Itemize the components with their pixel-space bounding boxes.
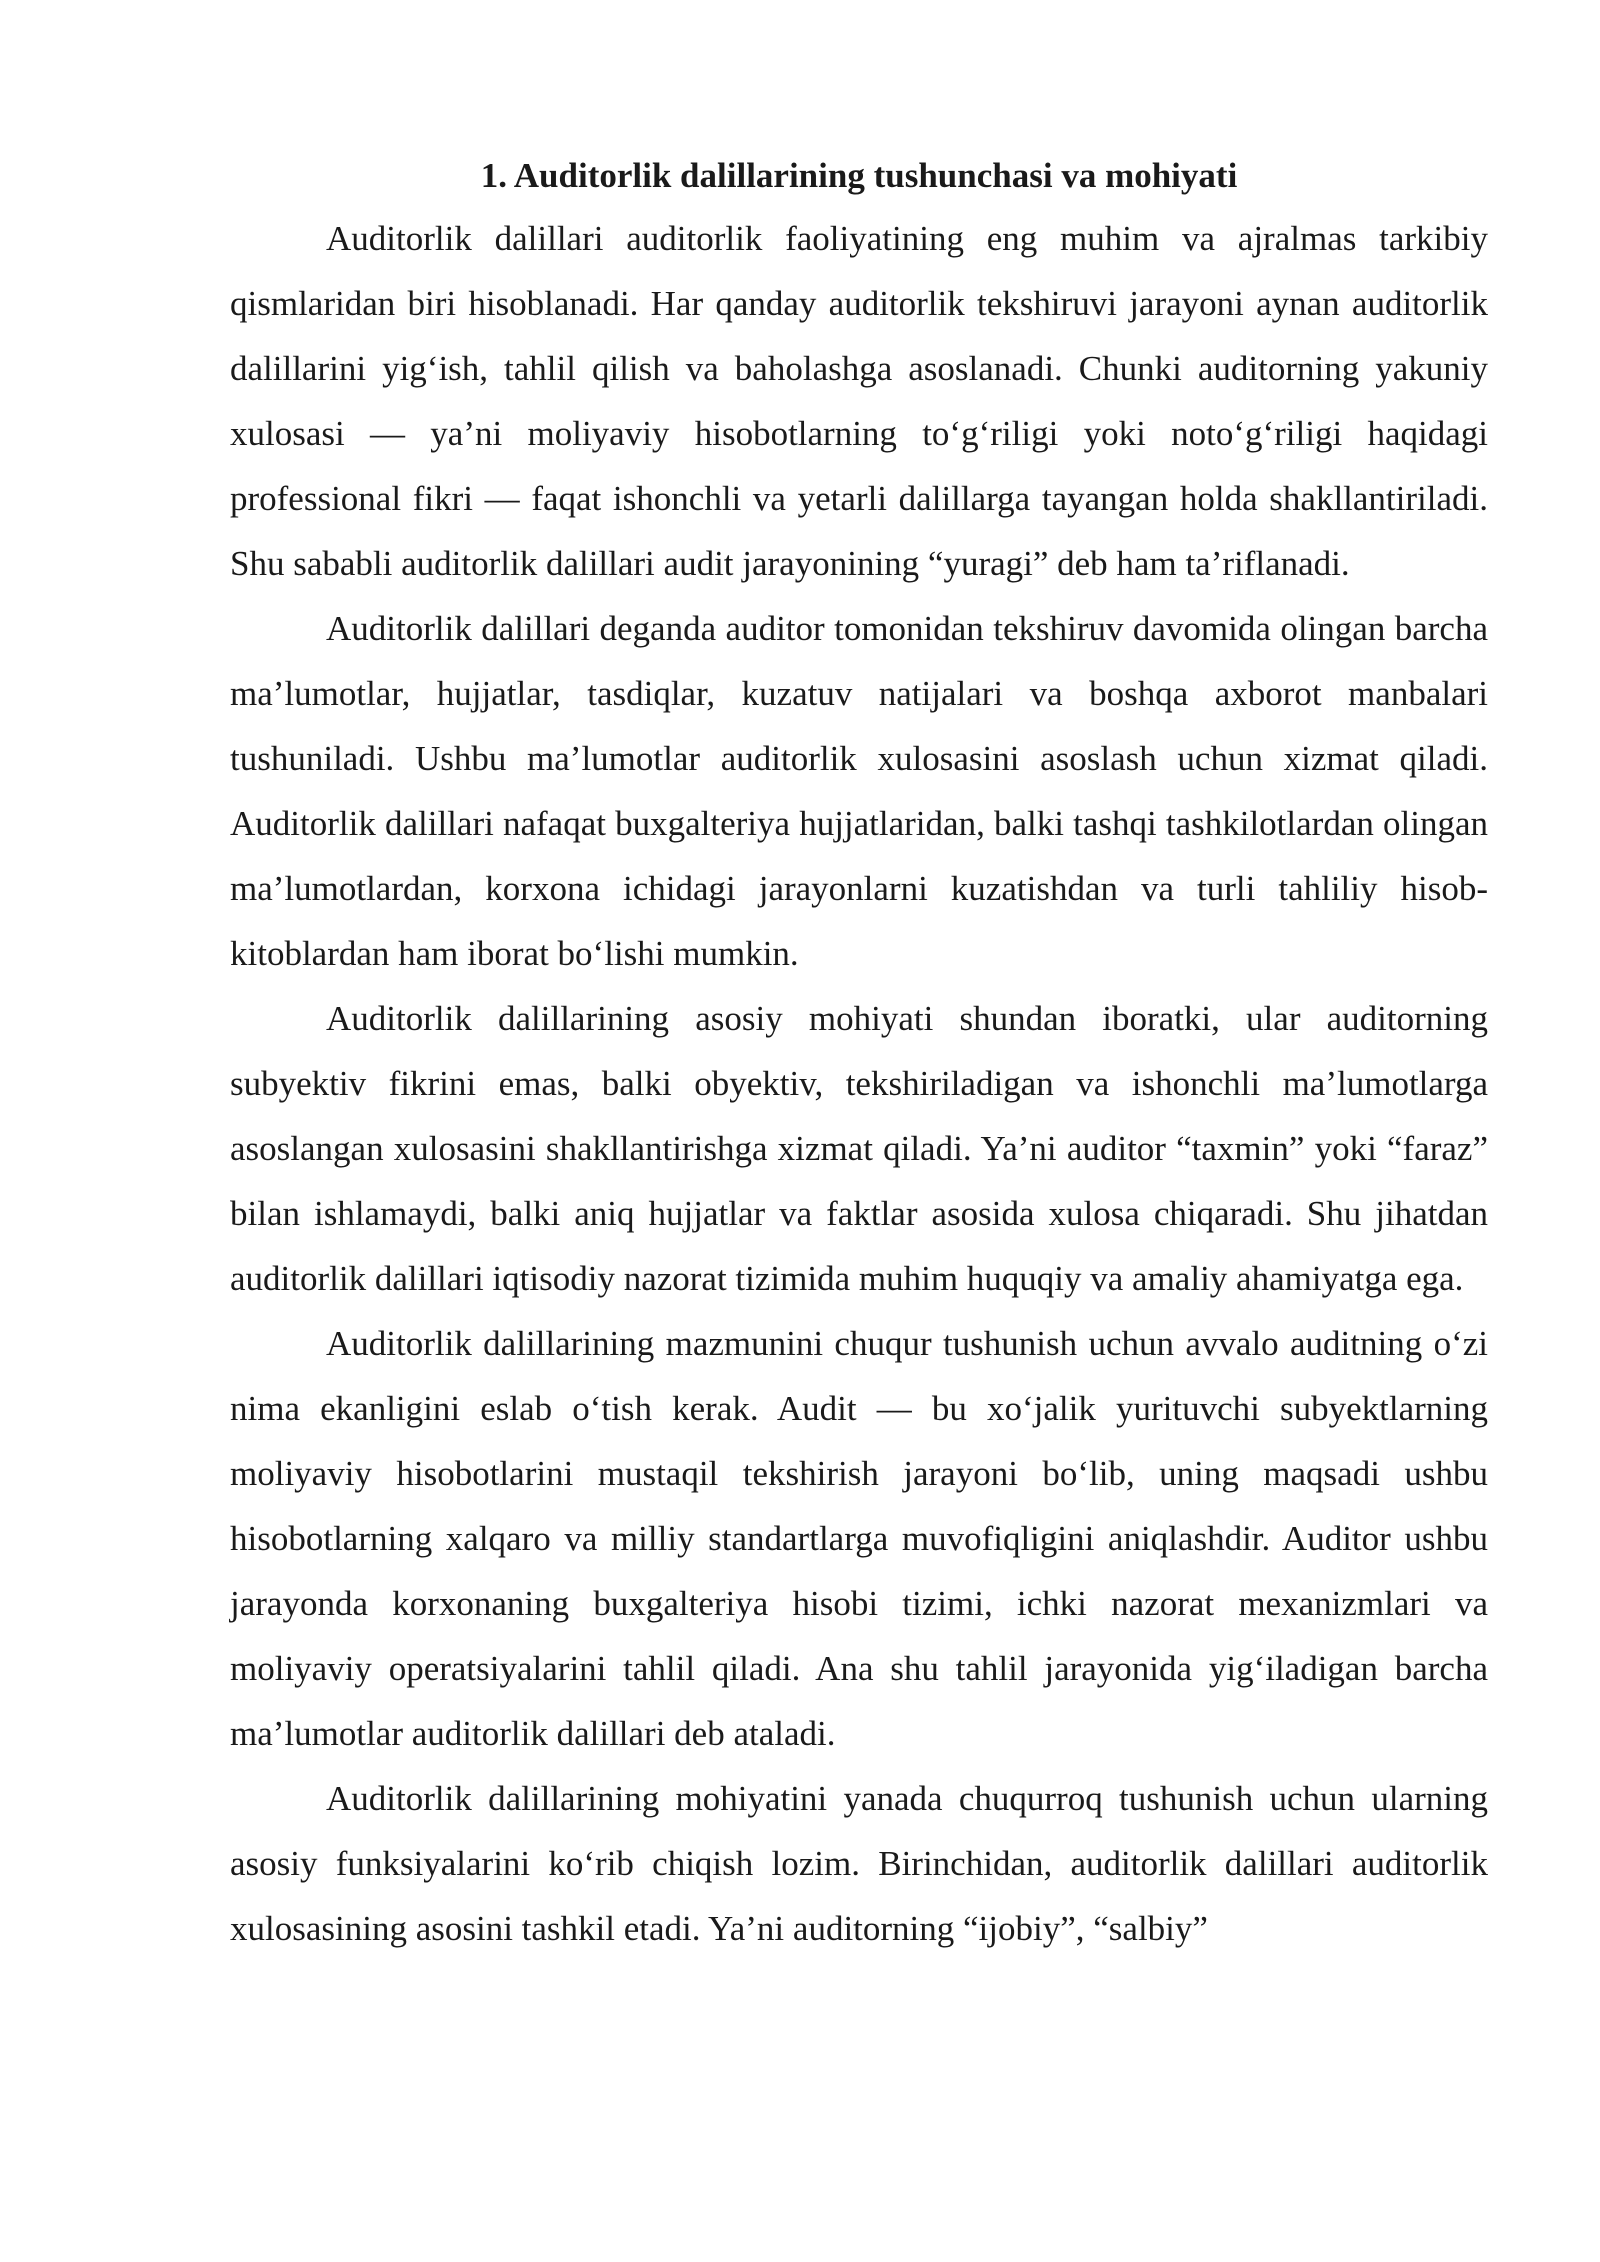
paragraph-5: Auditorlik dalillarining mohiyatini yanada chuqurroq tushunish uchun ularning asosiy funksiyalarini ko‘rib chiqish lozim. Birinchidan, auditorlik dalillari auditorlik xulosasining asosini tashkil etadi. Ya’ni auditorning “ijobiy”, “salbiy” <box>230 1779 1488 1948</box>
paragraph-3: Auditorlik dalillarining asosiy mohiyati shundan iboratki, ular auditorning subyektiv fikrini emas, balki obyektiv, tekshiriladigan va ishonchli ma’lumotlarga asoslangan xulosasini shakllantirishga xizmat qiladi. Ya’ni auditor “taxmin” yoki “faraz” bilan ishlamaydi, balki aniq hujjatlar va faktlar asosida xulosa chiqaradi. Shu jihatdan auditorlik dalillari iqtisodiy nazorat tizimida muhim huquqiy va amaliy ahamiyatga ega. <box>230 999 1488 1298</box>
paragraph-2: Auditorlik dalillari deganda auditor tomonidan tekshiruv davomida olingan barcha ma’lumotlar, hujjatlar, tasdiqlar, kuzatuv natijalari va boshqa axborot manbalari tushuniladi. Ushbu ma’lumotlar auditorlik xulosasini asoslash uchun xizmat qiladi. Auditorlik dalillari nafaqat buxgalteriya hujjatlaridan, balki tashqi tashkilotlardan olingan ma’lumotlardan, korxona ichidagi jarayonlarni kuzatishdan va turli tahliliy hisob-kitoblardan ham iborat bo‘lishi mumkin. <box>230 609 1488 973</box>
section-heading: 1. Auditorlik dalillarining tushunchasi va mohiyati <box>480 156 1238 195</box>
document-page <box>230 148 1488 1961</box>
paragraph-4: Auditorlik dalillarining mazmunini chuqur tushunish uchun avvalo auditning o‘zi nima ekanligini eslab o‘tish kerak. Audit — bu xo‘jalik yurituvchi subyektlarning moliyaviy hisobotlarini mustaqil tekshirish jarayoni bo‘lib, uning maqsadi ushbu hisobotlarning xalqaro va milliy standartlarga muvofiqligini aniqlashdir. Auditor ushbu jarayonda korxonaning buxgalteriya hisobi tizimi, ichki nazorat mexanizmlari va moliyaviy operatsiyalarini tahlil qiladi. Ana shu tahlil jarayonida yig‘iladigan barcha ma’lumotlar auditorlik dalillari deb ataladi. <box>230 1324 1488 1753</box>
paragraph-1: Auditorlik dalillari auditorlik faoliyatining eng muhim va ajralmas tarkibiy qismlaridan biri hisoblanadi. Har qanday auditorlik tekshiruvi jarayoni aynan auditorlik dalillarini yig‘ish, tahlil qilish va baholashga asoslanadi. Chunki auditorning yakuniy xulosasi — ya’ni moliyaviy hisobotlarning to‘g‘riligi yoki noto‘g‘riligi haqidagi professional fikri — faqat ishonchli va yetarli dalillarga tayangan holda shakllantiriladi. Shu sababli auditorlik dalillari audit jarayonining “yuragi” deb ham ta’riflanadi. <box>230 219 1488 583</box>
